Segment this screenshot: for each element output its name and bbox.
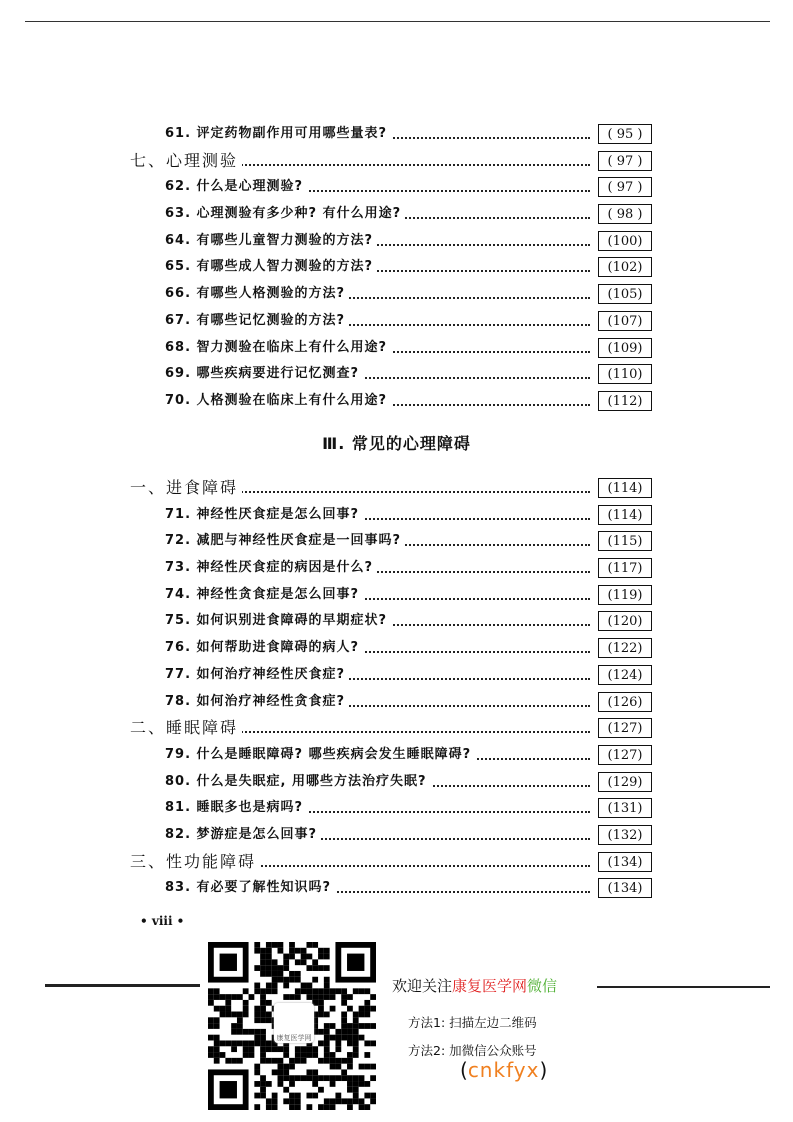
- promo-prefix: 欢迎关注: [392, 977, 453, 995]
- entry-page-number: (114): [598, 505, 652, 525]
- entry-page-number: (127): [598, 718, 652, 738]
- entry-page-number: (134): [598, 878, 652, 898]
- entry-title: 82. 梦游症是怎么回事?: [165, 822, 321, 849]
- entry-title: 78. 如何治疗神经性贪食症?: [165, 689, 349, 716]
- footer-rule-right: [597, 986, 770, 988]
- entry-title: 二、睡眠障碍: [130, 715, 242, 742]
- toc-entry: [0, 174, 793, 201]
- entry-page-number: (100): [598, 231, 652, 251]
- entry-page-number: ( 97 ): [598, 151, 652, 171]
- entry-page-number: (117): [598, 558, 652, 578]
- entry-page-number: (126): [598, 692, 652, 712]
- entry-title: 80. 什么是失眠症, 用哪些方法治疗失眠?: [165, 769, 431, 796]
- footer-rule-left: [45, 984, 200, 987]
- entry-title: 63. 心理测验有多少种? 有什么用途?: [165, 201, 405, 228]
- entry-page-number: ( 95 ): [598, 124, 652, 144]
- toc-entry: [0, 361, 793, 388]
- entry-title: 三、性功能障碍: [130, 849, 260, 876]
- toc-section-disorders: [0, 475, 793, 902]
- promo-headline: [392, 975, 557, 996]
- entry-title: 83. 有必要了解性知识吗?: [165, 875, 335, 902]
- toc-entry: [0, 254, 793, 281]
- entry-page-number: (105): [598, 284, 652, 304]
- account-paren-open: (: [460, 1058, 468, 1082]
- toc-entry: [0, 822, 793, 849]
- entry-title: 74. 神经性贪食症是怎么回事?: [165, 582, 363, 609]
- toc-entry: [0, 662, 793, 689]
- toc-entry: [0, 795, 793, 822]
- entry-title: 66. 有哪些人格测验的方法?: [165, 281, 349, 308]
- entry-title: 72. 减肥与神经性厌食症是一回事吗?: [165, 528, 405, 555]
- entry-title: 68. 智力测验在临床上有什么用途?: [165, 335, 391, 362]
- entry-title: 73. 神经性厌食症的病因是什么?: [165, 555, 377, 582]
- toc-section-psych-tests: [0, 121, 793, 415]
- entry-title: 61. 评定药物副作用可用哪些量表?: [165, 121, 391, 148]
- toc-chapter-entry: [0, 148, 793, 175]
- entry-page-number: (109): [598, 338, 652, 358]
- entry-title: 71. 神经性厌食症是怎么回事?: [165, 502, 363, 529]
- toc-entry: [0, 608, 793, 635]
- entry-title: 76. 如何帮助进食障碍的病人?: [165, 635, 363, 662]
- entry-page-number: (122): [598, 638, 652, 658]
- entry-page-number: (127): [598, 745, 652, 765]
- toc-entry: [0, 635, 793, 662]
- entry-page-number: (134): [598, 852, 652, 872]
- entry-page-number: ( 97 ): [598, 177, 652, 197]
- toc-entry: [0, 582, 793, 609]
- toc-entry: [0, 335, 793, 362]
- toc-entry: [0, 502, 793, 529]
- entry-page-number: (124): [598, 665, 652, 685]
- toc-entry: [0, 769, 793, 796]
- toc-entry: [0, 228, 793, 255]
- entry-page-number: (120): [598, 611, 652, 631]
- entry-title: 77. 如何治疗神经性厌食症?: [165, 662, 349, 689]
- promo-brand: 康复医学网: [452, 977, 528, 995]
- entry-title: 64. 有哪些儿童智力测验的方法?: [165, 228, 377, 255]
- toc-entry: [0, 555, 793, 582]
- entry-title: 67. 有哪些记忆测验的方法?: [165, 308, 349, 335]
- entry-page-number: (114): [598, 478, 652, 498]
- toc-entry: [0, 121, 793, 148]
- entry-title: 81. 睡眠多也是病吗?: [165, 795, 307, 822]
- toc-entry: [0, 201, 793, 228]
- promo-suffix: 微信: [527, 977, 558, 995]
- promo-account: [460, 1058, 547, 1082]
- page-folio: • viii •: [140, 914, 185, 928]
- entry-page-number: (107): [598, 311, 652, 331]
- toc-entry: [0, 742, 793, 769]
- entry-title: 62. 什么是心理测验?: [165, 174, 307, 201]
- entry-page-number: (115): [598, 531, 652, 551]
- toc-entry: [0, 875, 793, 902]
- entry-page-number: (119): [598, 585, 652, 605]
- qr-logo: [274, 1003, 314, 1043]
- entry-page-number: (112): [598, 391, 652, 411]
- toc-chapter-entry: [0, 715, 793, 742]
- toc-entry: [0, 388, 793, 415]
- entry-page-number: (131): [598, 798, 652, 818]
- entry-title: 75. 如何识别进食障碍的早期症状?: [165, 608, 391, 635]
- entry-title: 69. 哪些疾病要进行记忆测查?: [165, 361, 363, 388]
- toc-entry: [0, 281, 793, 308]
- entry-title: 65. 有哪些成人智力测验的方法?: [165, 254, 377, 281]
- entry-page-number: (129): [598, 772, 652, 792]
- toc-entry: [0, 528, 793, 555]
- qr-logo-text: 康复医学网: [276, 1034, 312, 1042]
- toc-entry: [0, 689, 793, 716]
- account-id: cnkfyx: [467, 1058, 540, 1082]
- part-title: Ⅲ. 常见的心理障碍: [322, 434, 471, 453]
- top-rule: [25, 21, 770, 22]
- toc-entry: [0, 308, 793, 335]
- account-paren-close: ): [539, 1058, 548, 1082]
- entry-page-number: (132): [598, 825, 652, 845]
- entry-page-number: (102): [598, 257, 652, 277]
- toc-chapter-entry: [0, 849, 793, 876]
- entry-page-number: (110): [598, 364, 652, 384]
- entry-title: 79. 什么是睡眠障碍? 哪些疾病会发生睡眠障碍?: [165, 742, 475, 769]
- entry-page-number: ( 98 ): [598, 204, 652, 224]
- promo-method-2: 方法2: 加微信公众账号: [408, 1043, 537, 1058]
- promo-method-1: 方法1: 扫描左边二维码: [408, 1015, 537, 1030]
- toc-chapter-entry: [0, 475, 793, 502]
- entry-title: 70. 人格测验在临床上有什么用途?: [165, 388, 391, 415]
- entry-title: 一、进食障碍: [130, 475, 242, 502]
- entry-title: 七、心理测验: [130, 148, 242, 175]
